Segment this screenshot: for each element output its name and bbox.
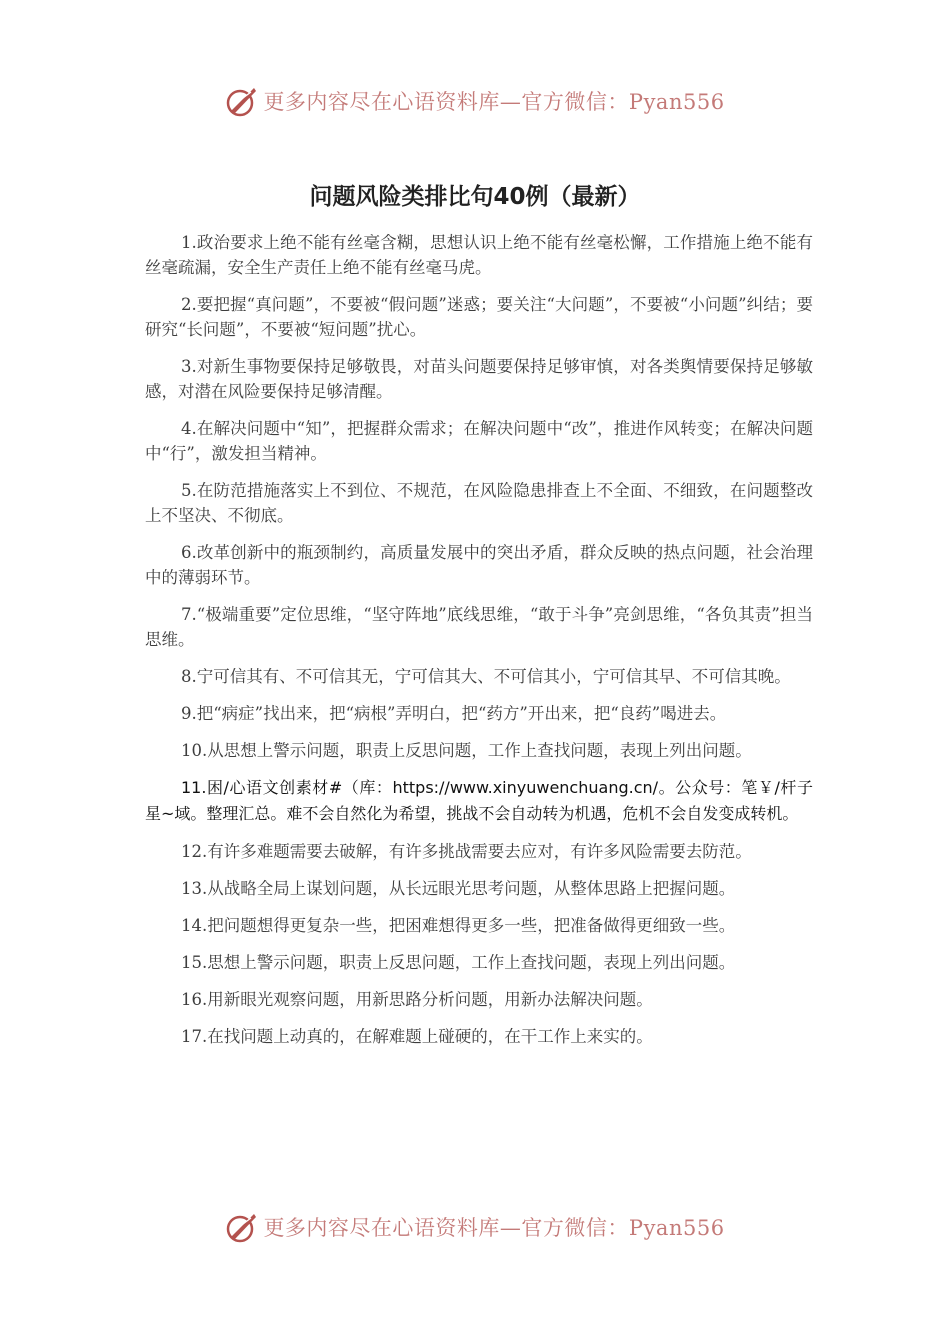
paragraph-7: 7.“极端重要”定位思维，“坚守阵地”底线思维，“敢于斗争”亮剑思维，“各负其责”担当思维。 bbox=[145, 605, 813, 649]
header-banner bbox=[0, 84, 950, 118]
paragraph-1: 1.政治要求上绝不能有丝毫含糊，思想认识上绝不能有丝毫松懈，工作措施上绝不能有丝毫疏漏，安全生产责任上绝不能有丝毫马虎。 bbox=[145, 233, 813, 277]
paragraph-2: 2.要把握“真问题”，不要被“假问题”迷惑；要关注“大问题”，不要被“小问题”纠结；要研究“长问题”，不要被“短问题”扰心。 bbox=[145, 295, 813, 339]
footer-banner bbox=[0, 1210, 950, 1244]
page-title: 问题风险类排比句40例（最新） bbox=[309, 184, 641, 210]
paragraph-9: 9.把“病症”找出来，把“病根”弄明白，把“药方”开出来，把“良药”喝进去。 bbox=[181, 704, 727, 723]
paragraph-17: 17.在找问题上动真的，在解难题上碰硬的，在干工作上来实的。 bbox=[181, 1027, 653, 1046]
header-banner-text: 更多内容尽在心语资料库—官方微信：Pyan556 bbox=[263, 90, 725, 114]
paragraph-5: 5.在防范措施落实上不到位、不规范，在风险隐患排查上不全面、不细致，在问题整改上不坚决、不彻底。 bbox=[145, 481, 813, 525]
footer-banner-text: 更多内容尽在心语资料库—官方微信：Pyan556 bbox=[263, 1216, 725, 1240]
paragraph-12: 12.有许多难题需要去破解，有许多挑战需要去应对，有许多风险需要去防范。 bbox=[181, 842, 752, 861]
quill-logo-icon bbox=[225, 84, 259, 118]
paragraph-16: 16.用新眼光观察问题，用新思路分析问题，用新办法解决问题。 bbox=[181, 990, 653, 1009]
paragraph-14: 14.把问题想得更复杂一些，把困难想得更多一些，把准备做得更细致一些。 bbox=[181, 916, 736, 935]
document-body bbox=[145, 230, 813, 1061]
paragraph-11: 11.困/心语文创素材#（库：https://www.xinyuwenchuang.cn/。公众号：笔￥/杆子星~域。整理汇总。难不会自然化为希望，挑战不会自动转为机遇，危机不会自发变成转机。 bbox=[145, 778, 813, 823]
quill-logo-icon bbox=[225, 1210, 259, 1244]
paragraph-13: 13.从战略全局上谋划问题，从长远眼光思考问题，从整体思路上把握问题。 bbox=[181, 879, 736, 898]
paragraph-8: 8.宁可信其有、不可信其无，宁可信其大、不可信其小，宁可信其早、不可信其晚。 bbox=[181, 667, 791, 686]
paragraph-4: 4.在解决问题中“知”，把握群众需求；在解决问题中“改”，推进作风转变；在解决问题中“行”，激发担当精神。 bbox=[145, 419, 813, 463]
paragraph-6: 6.改革创新中的瓶颈制约，高质量发展中的突出矛盾，群众反映的热点问题，社会治理中的薄弱环节。 bbox=[145, 543, 813, 587]
paragraph-3: 3.对新生事物要保持足够敬畏，对苗头问题要保持足够审慎，对各类舆情要保持足够敏感，对潜在风险要保持足够清醒。 bbox=[145, 357, 813, 401]
paragraph-10: 10.从思想上警示问题，职责上反思问题，工作上查找问题，表现上列出问题。 bbox=[181, 741, 752, 760]
paragraph-15: 15.思想上警示问题，职责上反思问题，工作上查找问题，表现上列出问题。 bbox=[181, 953, 736, 972]
